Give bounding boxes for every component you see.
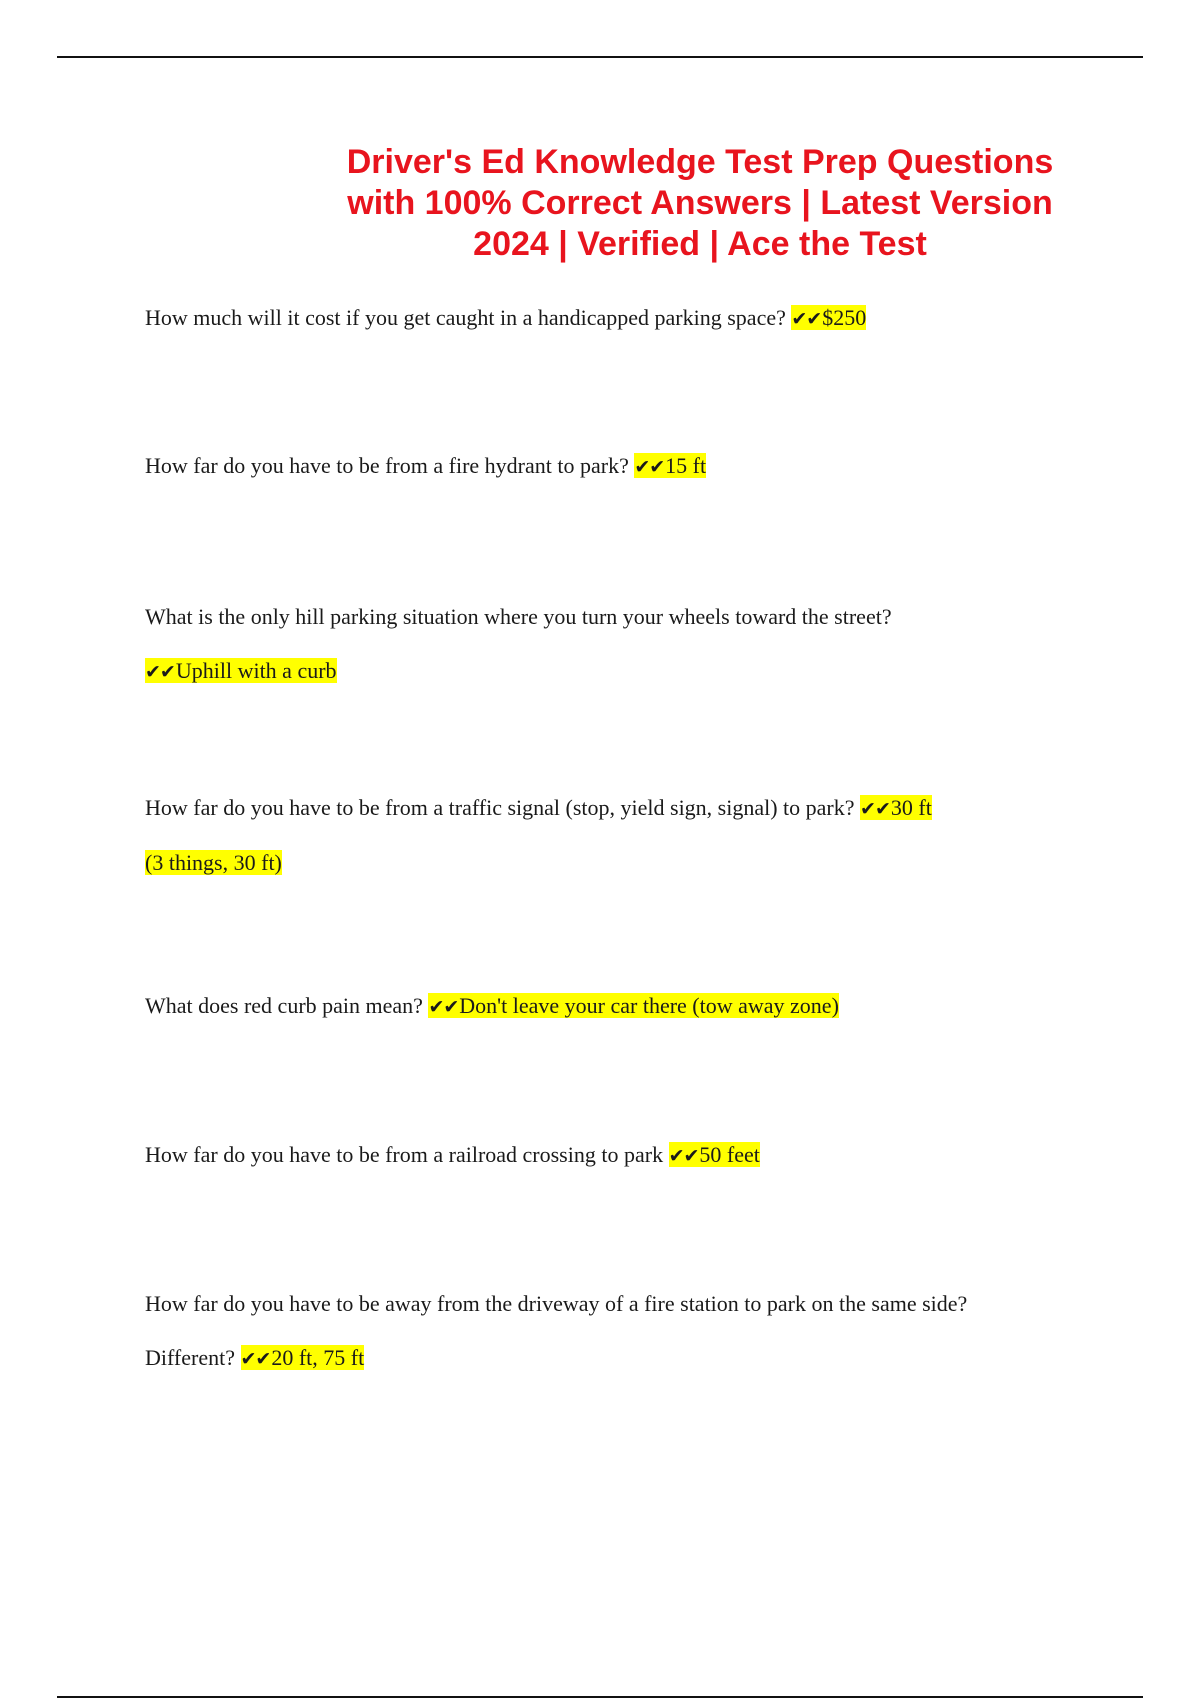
check-mark-icon: ✔✔ [634, 456, 665, 478]
check-mark-icon: ✔✔ [428, 996, 459, 1018]
answer-text: 20 ft, 75 ft [271, 1345, 365, 1370]
answer-highlight [791, 305, 866, 330]
title-line-1: Driver's Ed Knowledge Test Prep Questions [346, 143, 1054, 181]
answer-text: Don't leave your car there (tow away zone) [459, 993, 839, 1018]
question-text: What is the only hill parking situation where you turn your wheels toward the street? [145, 604, 892, 629]
check-mark-icon: ✔✔ [668, 1145, 699, 1167]
qa-item-1 [145, 291, 1105, 346]
title-line-2: with 100% Correct Answers | Latest Version [347, 184, 1053, 222]
answer-text: 50 feet [699, 1142, 760, 1167]
answer-highlight [634, 453, 706, 478]
answer-highlight [241, 1345, 365, 1370]
qa-item-3 [145, 590, 1105, 699]
answer-highlight [860, 795, 932, 820]
question-text: How far do you have to be from a railroad crossing to park [145, 1142, 664, 1167]
qa-item-6 [145, 1128, 1105, 1183]
document-title [300, 142, 1100, 265]
question-continued: Different? [145, 1345, 235, 1370]
title-line-3: 2024 | Verified | Ace the Test [473, 225, 927, 263]
check-mark-icon: ✔✔ [791, 308, 822, 330]
answer-text: 30 ft [890, 795, 932, 820]
top-rule [57, 56, 1143, 58]
question-text: What does red curb pain mean? [145, 993, 423, 1018]
check-mark-icon: ✔✔ [240, 1348, 271, 1370]
bottom-rule [57, 1696, 1143, 1698]
question-text: How far do you have to be from a fire hydrant to park? [145, 453, 629, 478]
check-mark-icon: ✔✔ [145, 661, 175, 683]
qa-item-7 [145, 1277, 1105, 1386]
answer-text: 15 ft [665, 453, 707, 478]
answer-text: Uphill with a curb [175, 658, 337, 683]
answer-continued: (3 things, 30 ft) [145, 850, 282, 875]
qa-item-4 [145, 781, 1105, 890]
question-text: How far do you have to be from a traffic signal (stop, yield sign, signal) to park? [145, 795, 855, 820]
check-mark-icon: ✔✔ [860, 798, 890, 820]
qa-item-2 [145, 439, 1105, 494]
answer-highlight [669, 1142, 760, 1167]
question-text: How far do you have to be away from the driveway of a fire station to park on the same side? [145, 1291, 968, 1316]
answer-highlight [145, 658, 337, 683]
qa-item-5 [145, 979, 1105, 1034]
question-text: How much will it cost if you get caught in a handicapped parking space? [145, 305, 786, 330]
answer-text: $250 [822, 305, 867, 330]
answer-highlight [428, 993, 838, 1018]
